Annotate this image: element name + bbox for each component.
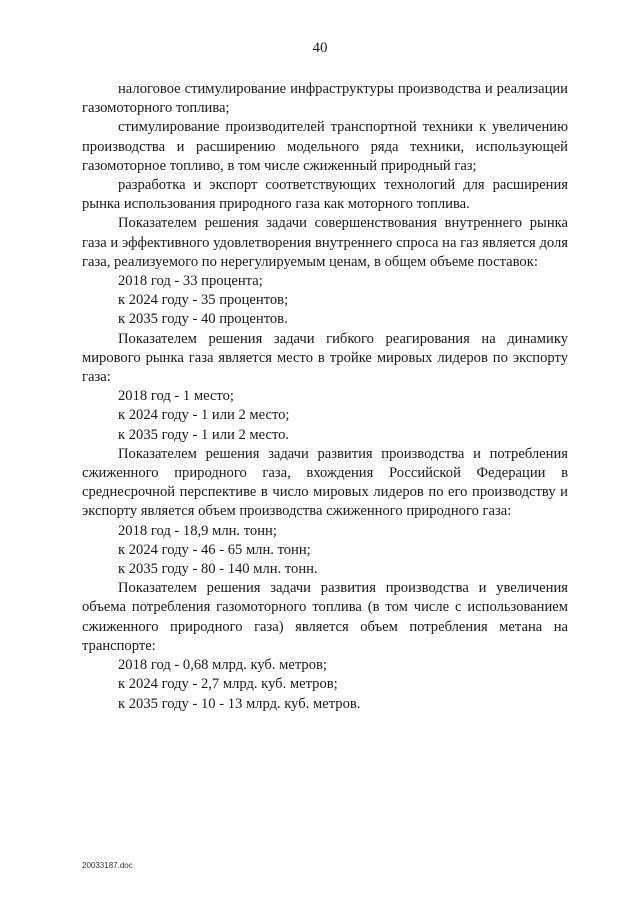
list-item: 2018 год - 18,9 млн. тонн;	[118, 522, 277, 539]
list-item: к 2024 году - 1 или 2 место;	[118, 407, 290, 424]
file-code-footer: 20033187.doc	[82, 861, 133, 870]
list-item: к 2035 году - 10 - 13 млрд. куб. метров.	[118, 695, 361, 712]
list-item: к 2024 году - 35 процентов;	[118, 292, 289, 309]
paragraph: Показателем решения задачи развития производства и увеличения объема потребления газомоторного топлива (в том числе с использованием сжиженного природного газа) является объем потребления метана на транспорте:	[82, 580, 568, 654]
paragraph: Показателем решения задачи совершенствования внутреннего рынка газа и эффективного удовлетворения внутреннего спроса на газ является доля газа, реализуемого по нерегулируемым ценам, в общем объеме поставок:	[82, 215, 568, 270]
paragraph: Показателем решения задачи развития производства и потребления сжиженного природного газа, вхождения Российской Федерации в среднесрочной перспективе в число мировых лидеров по его производству и экспорту является объем производства сжиженного природного газа:	[82, 445, 568, 520]
paragraph: налоговое стимулирование инфраструктуры производства и реализации газомоторного топлива;	[82, 81, 568, 117]
list-item: 2018 год - 1 место;	[118, 388, 234, 405]
paragraph: Показателем решения задачи гибкого реагирования на динамику мирового рынка газа является место в тройке мировых лидеров по экспорту газа:	[82, 330, 568, 386]
page-number: 40	[312, 40, 328, 56]
paragraph: разработка и экспорт соответствующих технологий для расширения рынка использования природного газа как моторного топлива.	[82, 177, 568, 213]
list-item: к 2024 году - 46 - 65 млн. тонн;	[118, 541, 311, 558]
paragraph: стимулирование производителей транспортной техники к увеличению производства и расширению модельного ряда техники, использующей газомоторное топливо, в том числе сжиженный природный газ;	[82, 119, 568, 174]
list-item: к 2035 году - 1 или 2 место.	[118, 426, 290, 443]
list-item: к 2035 году - 40 процентов.	[118, 311, 288, 328]
list-item: 2018 год - 33 процента;	[118, 273, 263, 290]
list-item: к 2024 году - 2,7 млрд. куб. метров;	[118, 676, 338, 693]
list-item: к 2035 году - 80 - 140 млн. тонн.	[118, 561, 318, 578]
list-item: 2018 год - 0,68 млрд. куб. метров;	[118, 657, 327, 674]
document-body	[82, 80, 568, 714]
